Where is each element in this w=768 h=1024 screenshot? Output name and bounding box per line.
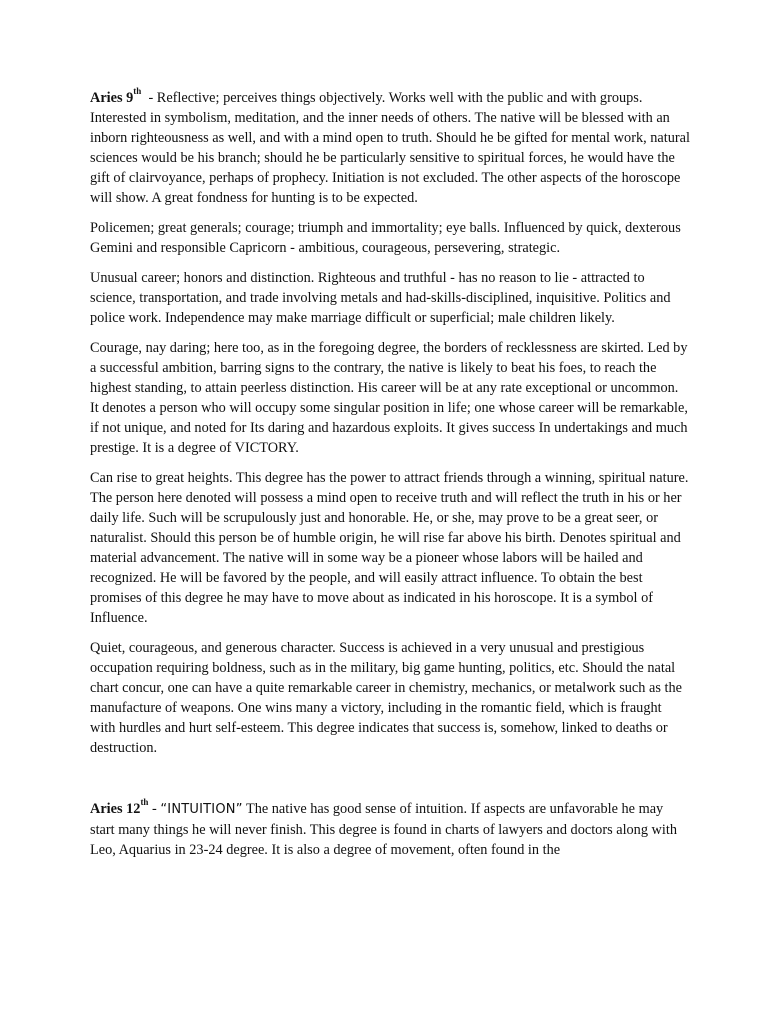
heading-text: Aries 9	[90, 90, 134, 106]
paragraph: Quiet, courageous, and generous character. Success is achieved in a very unusual and prestigious occupation requiring boldness, such as in the military, big game hunting, politics, etc. Should the natal chart concur, one can have a quite remarkable career in chemistry, mechanics, or metalwork such as the manufacture of weapons. One wins many a victory, including in the romantic field, which is fraught with hurdles and hurt self-esteem. This degree indicates that success is, somehow, linked to deaths or destruction.	[90, 640, 682, 756]
entry-heading	[90, 86, 142, 106]
paragraph: Can rise to great heights. This degree has the power to attract friends through a winning, spiritual nature. The person here denoted will possess a mind open to receive truth and will reflect the truth in his or her daily life. Such will be scrupulously just and honorable. He, or she, may prove to be a great seer, or naturalist. Should this person be of humble origin, he will rise far above his birth. Denotes spiritual and material advancement. The native will in some way be a pioneer whose labors will be hailed and recognized. He will be favored by the people, and will easily attract influence. To obtain the best promises of this degree he may have to move about as indicated in his horoscope. It is a symbol of Influence.	[90, 470, 689, 626]
entry-aries-9	[90, 88, 690, 208]
entry-text: Reflective; perceives things objectively. Works well with the public and with groups. Interested in symbolism, meditation, and the inner needs of others. The native will be blessed with an inborn righteousness as well, and with a mind open to truth. Should he be gifted for mental work, natural sciences would be his branch; should he be particularly sensitive to spiritual forces, he would have the gift of clairvoyance, perhaps of prophecy. Initiation is not excluded. The other aspects of the horoscope will show. A great fondness for hunting is to be expected.	[90, 90, 690, 206]
entry-text: The native has good sense of intuition. If aspects are unfavorable he may start many things he will never finish. This degree is found in charts of lawyers and doctors along with Leo, Aquarius in 23-24 degree. It is also a degree of movement, often found in the	[90, 801, 677, 858]
document-body	[90, 88, 690, 870]
paragraph: Policemen; great generals; courage; triumph and immortality; eye balls. Influenced by quick, dexterous Gemini and responsible Capricorn - ambitious, courageous, persevering, strategic.	[90, 220, 681, 256]
heading-superscript: th	[140, 797, 149, 808]
paragraph: Unusual career; honors and distinction. Righteous and truthful - has no reason to lie - attracted to science, transportation, and trade involving metals and had-skills-disciplined, inquisitive. Politics and police work. Independence may make marriage difficult or superficial; male children likely.	[90, 270, 671, 326]
section-spacer	[90, 768, 690, 799]
heading-text: Aries 12	[90, 801, 141, 817]
entry-aries-12	[90, 799, 690, 860]
paragraph: Courage, nay daring; here too, as in the foregoing degree, the borders of recklessness are skirted. Led by a successful ambition, barring signs to the contrary, the native is likely to beat his foes, to reach the highest standing, to attain peerless distinction. His career will be at any rate exceptional or uncommon. It denotes a person who will occupy some singular position in life; one whose career will be remarkable, if not unique, and noted for Its daring and hazardous exploits. It gives success In undertakings and much prestige. It is a degree of VICTORY.	[90, 340, 688, 456]
keyword-intuition: “INTUITION”	[160, 802, 243, 817]
heading-separator: -	[148, 801, 161, 817]
entry-heading	[90, 797, 149, 817]
heading-superscript: th	[133, 86, 142, 97]
heading-separator: -	[141, 90, 157, 106]
